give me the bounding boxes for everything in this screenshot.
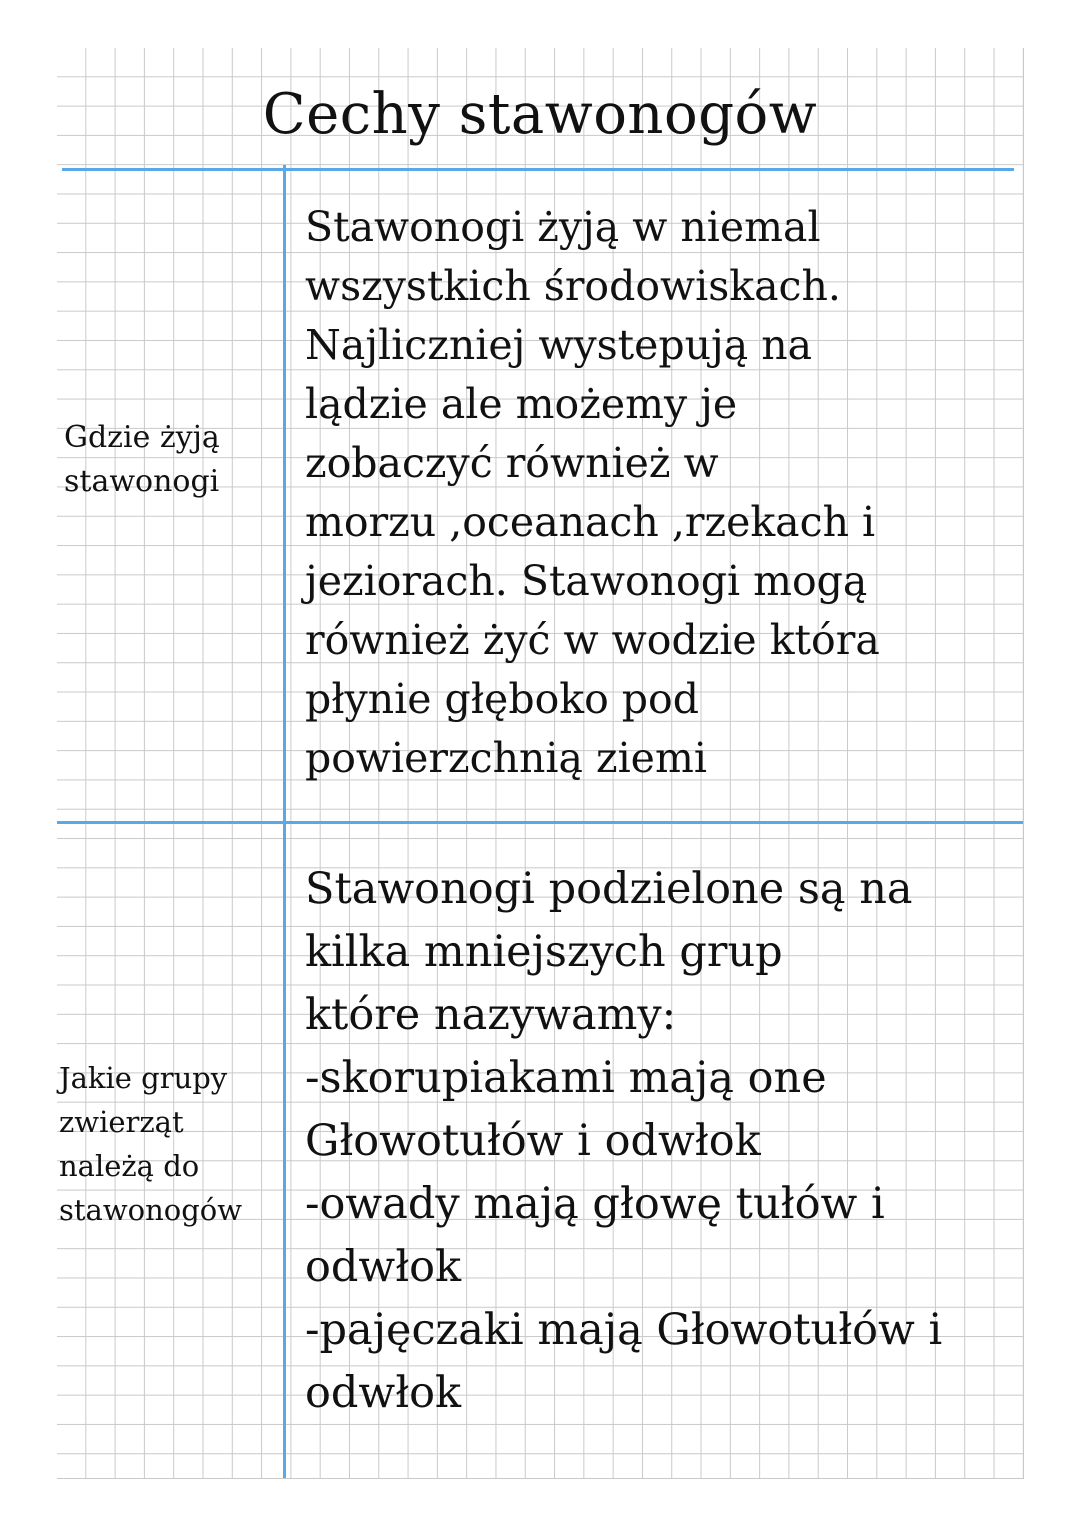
answer-line: odwłok — [305, 1242, 462, 1292]
answer-line: wszystkich środowiskach. — [305, 262, 841, 310]
row-label-groups — [59, 1056, 283, 1232]
label-line: Jakie grupy — [59, 1061, 228, 1095]
page-title: Cechy stawonogów — [262, 82, 818, 147]
label-line: stawonogów — [59, 1193, 243, 1227]
row-divider — [57, 821, 1023, 824]
answer-line: jeziorach. Stawonogi mogą — [305, 557, 868, 605]
answer-line: które nazywamy: — [305, 990, 677, 1040]
answer-line: odwłok — [305, 1368, 462, 1418]
answer-line: również żyć w wodzie która — [305, 616, 880, 664]
label-line: stawonogi — [64, 464, 220, 499]
answer-line: płynie głęboko pod — [305, 675, 699, 723]
label-line: Gdzie żyją — [64, 420, 220, 455]
answer-line: powierzchnią ziemi — [305, 734, 707, 782]
row-answer-groups — [305, 858, 942, 1425]
answer-line: -skorupiakami mają one — [305, 1053, 827, 1103]
row-label-habitat — [64, 416, 274, 504]
row-answer-habitat — [305, 198, 880, 788]
answer-line: zobaczyć również w — [305, 439, 719, 487]
answer-line: kilka mniejszych grup — [305, 927, 783, 977]
answer-line: Najliczniej wystepują na — [305, 321, 813, 369]
answer-line: Stawonogi podzielone są na — [305, 864, 913, 914]
answer-line: morzu ,oceanach ,rzekach i — [305, 498, 876, 546]
title-divider — [62, 168, 1014, 171]
answer-line: -owady mają głowę tułów i — [305, 1179, 885, 1229]
answer-line: Głowotułów i odwłok — [305, 1116, 761, 1166]
answer-line: lądzie ale możemy je — [305, 380, 738, 428]
label-line: należą do — [59, 1149, 200, 1183]
label-line: zwierząt — [59, 1105, 184, 1139]
answer-line: Stawonogi żyją w niemal — [305, 203, 821, 251]
column-divider — [283, 165, 286, 1478]
answer-line: -pajęczaki mają Głowotułów i — [305, 1305, 943, 1355]
